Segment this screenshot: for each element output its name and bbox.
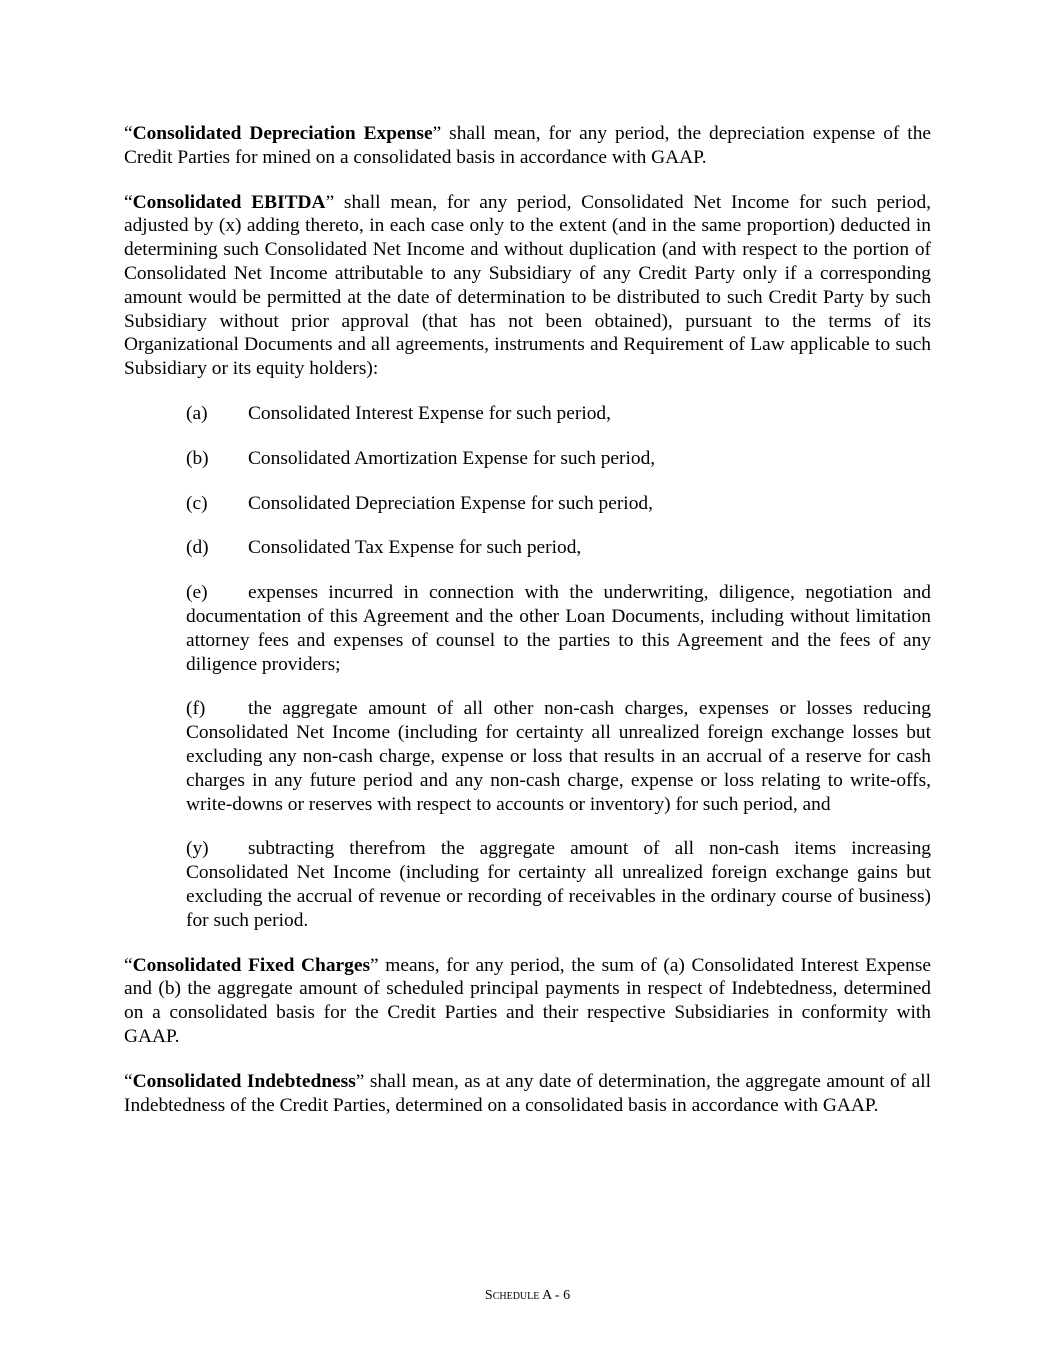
ebitda-item-c [186,492,931,516]
item-text: expenses incurred in connection with the underwriting, diligence, negotiation and documentation of this Agreement and the other Loan Documents, including without limitation attorney fees and expenses of counsel to the parties to this Agreement and the fees of any diligence providers; [186,582,931,675]
page-footer [0,1288,1055,1304]
item-text: the aggregate amount of all other non-cash charges, expenses or losses reducing Consolidated Net Income (including for certainty all unrealized foreign exchange losses but excluding any non-cash charge, expense or loss that results in an accrual of a reserve for cash charges in any future period and any non-cash charge, expense or loss relating to write-offs, write-downs or reserves with respect to accounts or inventory) for such period, and [186,698,931,815]
ebitda-item-e [186,581,931,676]
open-quote: “ [124,123,133,144]
item-text: Consolidated Amortization Expense for such period, [248,447,656,469]
definition-consolidated-indebtedness [124,1070,931,1118]
item-label: (y) [186,838,209,860]
close-quote: ” [432,123,442,144]
definition-consolidated-fixed-charges [124,954,931,1049]
document-page [124,122,931,1138]
page-number-label: Schedule A - 6 [484,1288,571,1303]
item-text: subtracting therefrom the aggregate amount of all non-cash items increasing Consolidated Net Income (including for certainty all unrealized foreign exchange gains but excluding the accrual of revenue or recording of receivables in the ordinary course of business) for such period. [186,838,931,931]
open-quote: “ [124,191,133,213]
definition-consolidated-ebitda [124,191,931,381]
definition-text: shall mean, as at any date of determination, the aggregate amount of all Indebtedness of the Credit Parties, determined on a consolidated basis in accordance with GAAP. [124,1070,931,1116]
defined-term: Consolidated Fixed Charges [132,954,370,976]
item-label: (e) [186,582,208,604]
ebitda-item-y [186,837,931,932]
ebitda-item-b [186,447,931,471]
item-text: Consolidated Depreciation Expense for such period, [248,492,653,514]
ebitda-item-f [186,697,931,816]
definition-text: shall mean, for any period, Consolidated Net Income for such period, adjusted by (x) adding thereto, in each case only to the extent (and in the same proportion) deducted in determining such Consolidated Net Income and without duplication (and with respect to the portion of Consolidated Net Income attributable to any Subsidiary of any Credit Party only if a corresponding amount would be permitted at the date of determination to be distributed to such Credit Party by such Subsidiary without prior approval (that has not been obtained), pursuant to the terms of its Organizational Documents and all agreements, instruments and Requirement of Law applicable to such Subsidiary or its equity holders): [124,191,931,380]
defined-term: Consolidated EBITDA [132,191,326,213]
item-label: (a) [186,402,208,424]
definition-text: means, for any period, the sum of (a) Consolidated Interest Expense and (b) the aggregate amount of scheduled principal payments in respect of Indebtedness, determined on a consolidated basis for the Credit Parties and their respective Subsidiaries in conformity with GAAP. [124,954,931,1047]
defined-term: Consolidated Indebtedness [132,1070,356,1092]
defined-term: Consolidated Depreciation Expense [132,123,433,144]
close-quote: ” [325,191,335,213]
close-quote: ” [370,954,379,976]
definition-text: shall mean, for any period, the depreciation expense of the Credit Parties for mined on a consolidated basis in accordance with GAAP. [124,123,931,168]
item-text: Consolidated Interest Expense for such period, [248,402,611,424]
open-quote: “ [124,1070,133,1092]
item-text: Consolidated Tax Expense for such period, [248,537,582,559]
item-label: (f) [186,698,206,720]
item-label: (b) [186,447,209,469]
item-label: (c) [186,492,208,514]
ebitda-item-a [186,402,931,426]
open-quote: “ [124,954,133,976]
ebitda-item-d [186,536,931,560]
close-quote: ” [355,1070,365,1092]
item-label: (d) [186,537,209,559]
definition-consolidated-depreciation-expense [124,122,931,170]
